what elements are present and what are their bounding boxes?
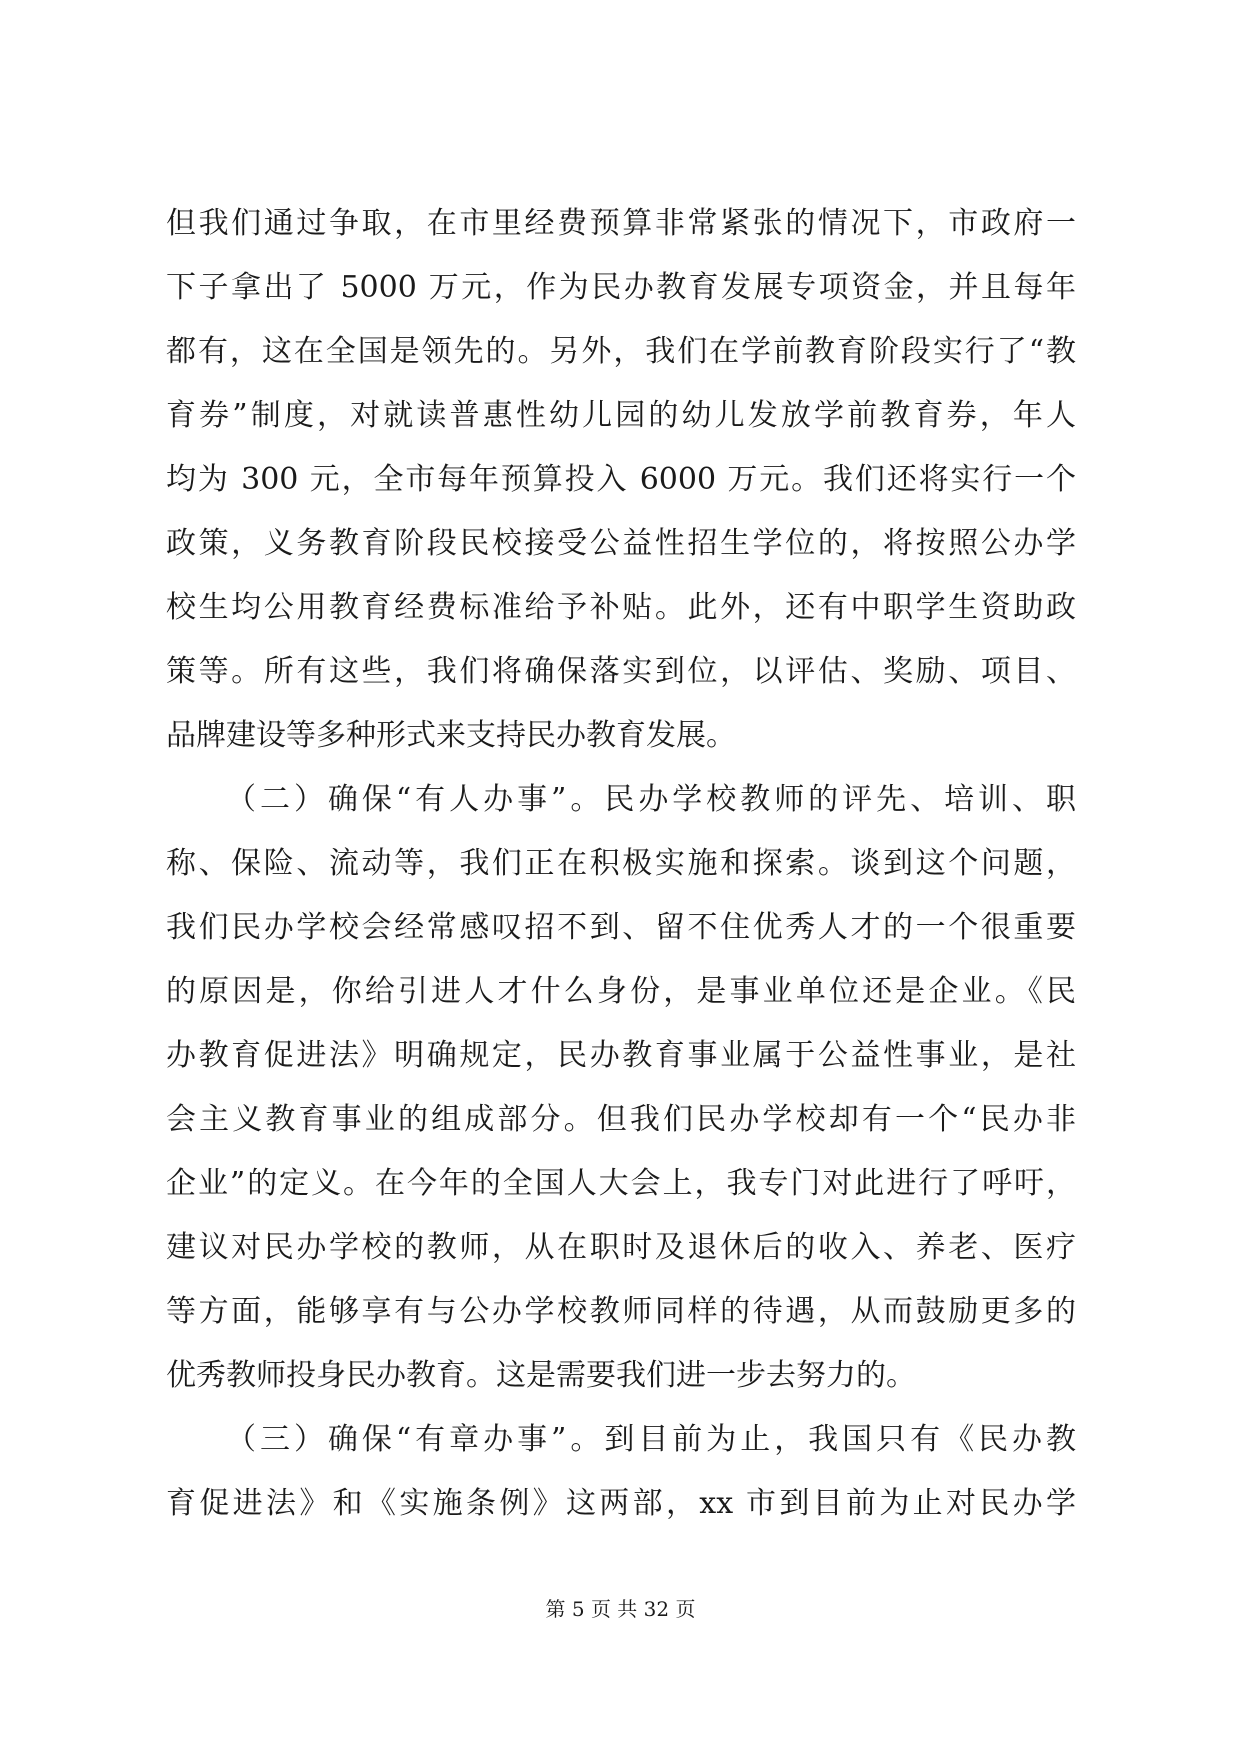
page-number-footer: 第 5 页 共 32 页 [545, 1597, 696, 1621]
body-text-line: 建议对民办学校的教师，从在职时及退休后的收入、养老、医疗 [166, 1230, 1076, 1265]
paragraph-heading-line: （三）确保“有章办事”。到目前为止，我国只有《民办教 [226, 1422, 1076, 1457]
body-text-line: 均为 300 元，全市每年预算投入 6000 万元。我们还将实行一个 [166, 462, 1076, 497]
body-text-line: 我们民办学校会经常感叹招不到、留不住优秀人才的一个很重要 [166, 910, 1076, 945]
body-text-line: 都有，这在全国是领先的。另外，我们在学前教育阶段实行了“教 [166, 334, 1076, 369]
paragraph-heading-line: （二）确保“有人办事”。民办学校教师的评先、培训、职 [226, 782, 1076, 817]
body-text-line: 校生均公用教育经费标准给予补贴。此外，还有中职学生资助政 [166, 590, 1076, 625]
body-text-line: 但我们通过争取，在市里经费预算非常紧张的情况下，市政府一 [166, 206, 1076, 241]
body-text-line: 办教育促进法》明确规定，民办教育事业属于公益性事业，是社 [166, 1038, 1076, 1073]
body-text-line: 称、保险、流动等，我们正在积极实施和探索。谈到这个问题， [166, 846, 1076, 881]
body-text-line: 品牌建设等多种形式来支持民办教育发展。 [166, 718, 736, 753]
body-text-line: 企业”的定义。在今年的全国人大会上，我专门对此进行了呼吁， [166, 1166, 1076, 1201]
body-text-line: 会主义教育事业的组成部分。但我们民办学校却有一个“民办非 [166, 1102, 1076, 1137]
body-text-line: 的原因是，你给引进人才什么身份，是事业单位还是企业。《民 [166, 974, 1076, 1009]
body-text-line: 策等。所有这些，我们将确保落实到位，以评估、奖励、项目、 [166, 654, 1076, 689]
body-text-line: 政策，义务教育阶段民校接受公益性招生学位的，将按照公办学 [166, 526, 1076, 561]
body-text-line: 等方面，能够享有与公办学校教师同样的待遇，从而鼓励更多的 [166, 1294, 1076, 1329]
body-text-line: 育促进法》和《实施条例》这两部，xx 市到目前为止对民办学 [166, 1486, 1076, 1521]
body-text-line: 优秀教师投身民办教育。这是需要我们进一步去努力的。 [166, 1358, 916, 1393]
body-text-line: 育券”制度，对就读普惠性幼儿园的幼儿发放学前教育券，年人 [166, 398, 1076, 433]
body-text-line: 下子拿出了 5000 万元，作为民办教育发展专项资金，并且每年 [166, 270, 1076, 305]
